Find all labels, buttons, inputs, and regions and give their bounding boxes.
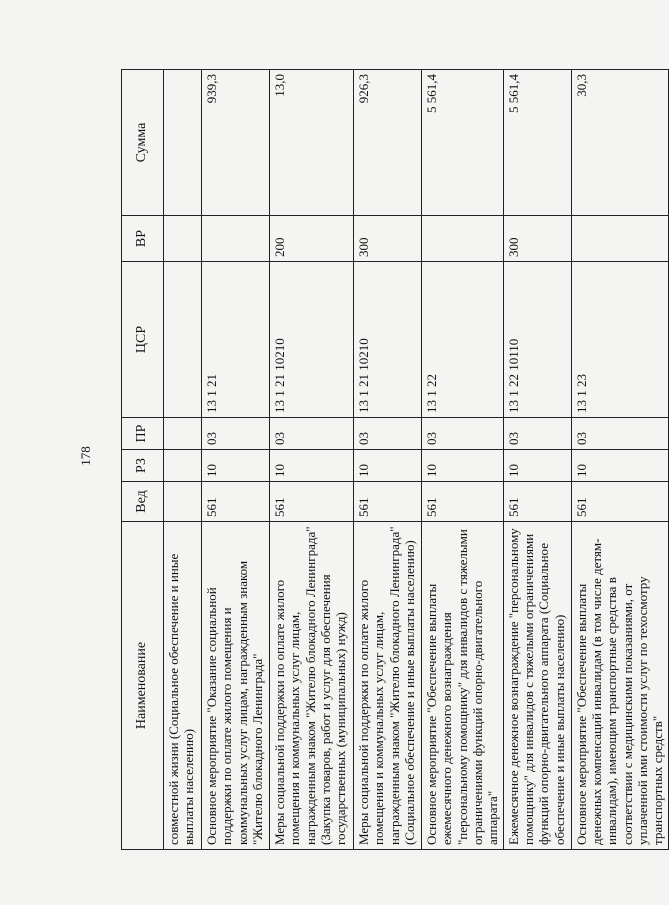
cell-sum: 30,3 (571, 70, 668, 216)
cell-vr: 300 (354, 216, 422, 262)
cell-rz: 10 (422, 450, 504, 482)
cell-rz (164, 450, 202, 482)
cell-vr (202, 216, 270, 262)
cell-pr: 03 (503, 418, 571, 450)
cell-ved: 561 (354, 482, 422, 522)
cell-ved (164, 482, 202, 522)
cell-sum: 5 561,4 (422, 70, 504, 216)
cell-name: Основное мероприятие "Обеспечение выплаты ежемесячного денежного вознаграждения "персональному помощнику" для инвалидов с тяжелыми ограничениями функций опорно-двигательного аппарата" (422, 522, 504, 850)
cell-ved: 561 (202, 482, 270, 522)
cell-csr: 13 1 21 10210 (270, 262, 354, 418)
cell-ved: 561 (503, 482, 571, 522)
table-row (202, 70, 270, 850)
cell-csr: 13 1 22 10110 (503, 262, 571, 418)
cell-rz: 10 (202, 450, 270, 482)
cell-pr: 03 (422, 418, 504, 450)
cell-vr (164, 216, 202, 262)
budget-table (121, 69, 669, 850)
cell-pr: 03 (354, 418, 422, 450)
cell-name: Основное мероприятие "Оказание социальной поддержки по оплате жилого помещения и коммунальных услуг лицам, награжденным знаком "Жителю блокадного Ленинграда" (202, 522, 270, 850)
table-row (270, 70, 354, 850)
table-row (503, 70, 571, 850)
cell-sum (164, 70, 202, 216)
table-header-row (122, 70, 164, 850)
cell-rz: 10 (354, 450, 422, 482)
header-sum: Сумма (122, 70, 164, 216)
rotated-table-wrapper (121, 70, 666, 850)
cell-pr: 03 (202, 418, 270, 450)
table-row (422, 70, 504, 850)
cell-ved: 561 (571, 482, 668, 522)
cell-csr: 13 1 21 10210 (354, 262, 422, 418)
cell-vr: 200 (270, 216, 354, 262)
header-rz: РЗ (122, 450, 164, 482)
cell-rz: 10 (270, 450, 354, 482)
header-name: Наименование (122, 522, 164, 850)
cell-pr (164, 418, 202, 450)
cell-vr (571, 216, 668, 262)
header-vr: ВР (122, 216, 164, 262)
cell-rz: 10 (503, 450, 571, 482)
header-pr: ПР (122, 418, 164, 450)
cell-vr (422, 216, 504, 262)
cell-name: Меры социальной поддержки по оплате жилого помещения и коммунальных услуг лицам, награжденным знаком "Жителю блокадного Ленинграда" (Социальное обеспечение и иные выплаты населению) (354, 522, 422, 850)
cell-sum: 5 561,4 (503, 70, 571, 216)
cell-ved: 561 (270, 482, 354, 522)
cell-csr: 13 1 23 (571, 262, 668, 418)
cell-name: совместной жизни (Социальное обеспечение и иные выплаты населению) (164, 522, 202, 850)
table-row (571, 70, 668, 850)
cell-name: Меры социальной поддержки по оплате жилого помещения и коммунальных услуг лицам, награжденным знаком "Жителю блокадного Ленинграда" (Закупка товаров, работ и услуг для обеспечения государственных (муниципальных) нужд) (270, 522, 354, 850)
cell-sum: 926,3 (354, 70, 422, 216)
cell-csr: 13 1 21 (202, 262, 270, 418)
cell-ved: 561 (422, 482, 504, 522)
cell-vr: 300 (503, 216, 571, 262)
table-row (354, 70, 422, 850)
header-ved: Вед (122, 482, 164, 522)
cell-pr: 03 (571, 418, 668, 450)
cell-name: Ежемесячное денежное вознаграждение "персональному помощнику" для инвалидов с тяжелыми ограничениями функций опорно-двигательного аппарата (Социальное обеспечение и иные выплаты населению) (503, 522, 571, 850)
cell-rz: 10 (571, 450, 668, 482)
table-row (164, 70, 202, 850)
header-csr: ЦСР (122, 262, 164, 418)
cell-sum: 13,0 (270, 70, 354, 216)
cell-name: Основное мероприятие "Обеспечение выплаты денежных компенсаций инвалидам (в том числе детям-инвалидам), имеющим транспортные средства в соответствии с медицинскими показаниями, от уплаченной ими стоимости услуг по техосмотру транспортных средств" (571, 522, 668, 850)
cell-sum: 939,3 (202, 70, 270, 216)
cell-csr (164, 262, 202, 418)
cell-csr: 13 1 22 (422, 262, 504, 418)
cell-pr: 03 (270, 418, 354, 450)
page-number: 178 (78, 446, 93, 466)
